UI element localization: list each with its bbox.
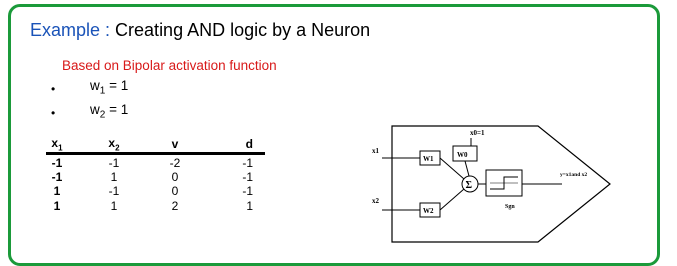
- title-main: Creating AND logic by a Neuron: [115, 20, 371, 40]
- subtitle: Based on Bipolar activation function: [62, 58, 277, 73]
- bias-input-label: x0=1: [470, 129, 485, 137]
- cell-d: -1: [242, 169, 253, 184]
- header-d: d: [190, 136, 265, 154]
- table-row: [46, 199, 265, 213]
- cell-d: -1: [242, 184, 253, 199]
- cell-x1: 1: [53, 198, 61, 213]
- weight-item-2: [51, 101, 128, 125]
- header-v: v: [160, 136, 190, 154]
- table-row: [46, 170, 265, 184]
- cell-x1: -1: [51, 169, 63, 184]
- cell-x2: -1: [108, 184, 120, 199]
- input1-label: x1: [372, 147, 379, 155]
- weight-1-text: [90, 77, 128, 101]
- bullet-icon: •: [51, 105, 56, 120]
- weight-2-text: [90, 101, 128, 125]
- weight-var: w: [90, 78, 100, 93]
- weight-sub: 2: [99, 109, 106, 121]
- cell-d: 1: [246, 198, 253, 213]
- title-separator: :: [100, 20, 116, 40]
- w1-label: W1: [423, 155, 434, 163]
- weight-value: = 1: [105, 78, 129, 93]
- output-label: y=x1and x2: [560, 172, 588, 178]
- header-x2: $x_2$: [68, 136, 160, 154]
- neuron-diagram: [360, 124, 620, 248]
- cell-v: 2: [171, 198, 179, 213]
- truth-table: [46, 136, 265, 213]
- input2-label: x2: [372, 197, 379, 205]
- cell-d: -1: [242, 155, 253, 170]
- cell-v: 0: [171, 184, 179, 199]
- table-header-row: [46, 136, 265, 154]
- w2-label: W2: [423, 207, 434, 215]
- activation-label: Sgn: [505, 204, 515, 210]
- table-row: [46, 154, 265, 170]
- table-row: [46, 184, 265, 198]
- cell-x2: 1: [110, 198, 118, 213]
- weight-var: w: [90, 101, 100, 117]
- cell-x1: -1: [51, 155, 63, 170]
- sum-symbol: Σ: [465, 180, 473, 191]
- weight-list: [51, 77, 128, 124]
- bullet-icon: •: [51, 81, 56, 96]
- cell-v: 0: [171, 169, 179, 184]
- weight-sub: 1: [99, 85, 106, 97]
- slide-title: [30, 20, 370, 41]
- cell-v: -2: [169, 155, 181, 170]
- cell-x2: -1: [108, 155, 120, 170]
- weight-item-1: [51, 77, 128, 101]
- weight-value: = 1: [105, 101, 129, 117]
- title-prefix: Example: [30, 20, 101, 40]
- w0-label: W0: [457, 151, 468, 159]
- cell-x2: 1: [110, 169, 118, 184]
- cell-x1: 1: [53, 184, 61, 199]
- header-x1: $x_1$: [46, 136, 68, 154]
